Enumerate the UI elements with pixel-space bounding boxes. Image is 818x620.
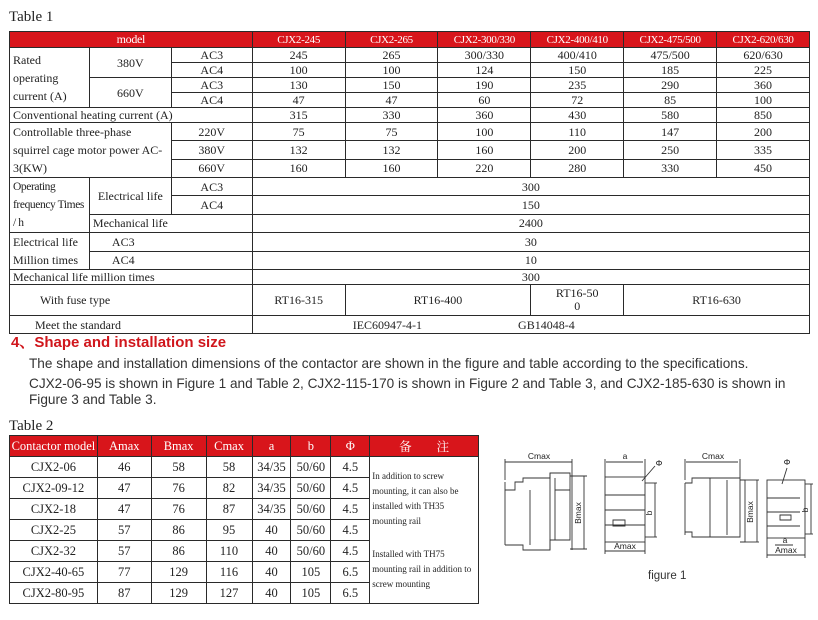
table-row (10, 270, 810, 285)
cell: 6.5 (331, 583, 370, 604)
table-row (10, 48, 810, 63)
cell: 47 (97, 478, 151, 499)
cell: 330 (345, 108, 438, 123)
table-row (10, 214, 810, 232)
figure1-caption: figure 1 (648, 570, 687, 582)
cell: CJX2-32 (10, 541, 98, 562)
cell: 10 (252, 251, 809, 270)
cell: 100 (345, 63, 438, 78)
table-row (10, 123, 810, 141)
cell: 360 (438, 108, 531, 123)
cell: 57 (97, 541, 151, 562)
cell: 100 (438, 123, 531, 141)
cell: 34/35 (252, 457, 291, 478)
header-bmax: Bmax (151, 436, 206, 457)
cell: CJX2-18 (10, 499, 98, 520)
cell: 290 (624, 78, 717, 93)
section-paragraph-1: The shape and installation dimensions of the contactor are shown in the figure and table according to the specifications. (29, 356, 749, 371)
cell: 4.5 (331, 520, 370, 541)
electrical-life-label: Electrical life (89, 178, 171, 215)
category-label: AC3 (171, 178, 252, 196)
table2-caption: Table 2 (9, 418, 54, 434)
table-row (10, 251, 810, 270)
cell: 160 (345, 159, 438, 177)
header-remarks: 备 注 (370, 436, 479, 457)
table1-caption: Table 1 (9, 9, 54, 25)
cell: 315 (252, 108, 345, 123)
rated-current-label: Rated operating current (A) (10, 48, 90, 108)
table1-specifications (9, 31, 810, 334)
label-a-2: a (782, 535, 788, 545)
cell: 110 (206, 541, 252, 562)
cell: 150 (252, 196, 809, 214)
cell: CJX2-06 (10, 457, 98, 478)
cell: 475/500 (624, 48, 717, 63)
label-phi-2: Φ (783, 457, 791, 467)
cell: 57 (97, 520, 151, 541)
cell: 60 (438, 93, 531, 108)
cell: 160 (438, 141, 531, 159)
cell: 4.5 (331, 478, 370, 499)
label-cmax-1: Cmax (527, 451, 551, 461)
cell: 87 (97, 583, 151, 604)
cell: 335 (717, 141, 810, 159)
label-b-2: b (800, 507, 810, 513)
cell: 190 (438, 78, 531, 93)
cell: 47 (345, 93, 438, 108)
cell: 580 (624, 108, 717, 123)
voltage-label: 660V (171, 159, 252, 177)
cell: 50/60 (291, 520, 331, 541)
remarks-cell (370, 457, 479, 604)
cell: 185 (624, 63, 717, 78)
category-label: AC4 (171, 93, 252, 108)
cell: RT16-400 (345, 285, 531, 316)
category-label: AC4 (89, 251, 252, 270)
cell: 620/630 (717, 48, 810, 63)
standards-cell (252, 316, 809, 334)
cell: 200 (717, 123, 810, 141)
label-amax-1: Amax (614, 541, 636, 551)
cell: 360 (717, 78, 810, 93)
cell: 129 (151, 562, 206, 583)
cell: 160 (252, 159, 345, 177)
voltage-label: 220V (171, 123, 252, 141)
cell: 34/35 (252, 478, 291, 499)
remark-th75: Installed with TH75 mounting rail in addition to screw mounting (372, 548, 472, 589)
cell: 100 (252, 63, 345, 78)
cell: 300 (252, 270, 809, 285)
table-row (10, 178, 810, 196)
cell: 300/330 (438, 48, 531, 63)
cell: 50/60 (291, 541, 331, 562)
table-row (10, 108, 810, 123)
section-paragraph-2: CJX2-06-95 is shown in Figure 1 and Table 2, CJX2-115-170 is shown in Figure 2 and Table 3, and CJX2-185-630 is shown in Figure 3 and Table 3. (29, 376, 786, 407)
cell: 2400 (252, 214, 809, 232)
cell: 132 (345, 141, 438, 159)
cell: 76 (151, 499, 206, 520)
cell: 124 (438, 63, 531, 78)
category-label: AC3 (171, 48, 252, 63)
cell: RT16-630 (624, 285, 810, 316)
table2-dimensions (9, 435, 479, 604)
cell: 50/60 (291, 457, 331, 478)
header-phi: Φ (331, 436, 370, 457)
label-cmax-2: Cmax (701, 451, 725, 461)
cell: 850 (717, 108, 810, 123)
cell: 132 (252, 141, 345, 159)
cell: 86 (151, 541, 206, 562)
category-label: AC3 (89, 233, 252, 252)
cell: 100 (717, 93, 810, 108)
cell: 300 (252, 178, 809, 196)
header-model-5: CJX2-475/500 (624, 32, 717, 48)
header-model-6: CJX2-620/630 (717, 32, 810, 48)
header-contactor-model: Contactor model (10, 436, 98, 457)
cell: 40 (252, 541, 291, 562)
cell: 34/35 (252, 499, 291, 520)
front-view-small (605, 459, 657, 554)
cell: 127 (206, 583, 252, 604)
cell: 250 (624, 141, 717, 159)
operating-frequency-label: Operating frequency Times / h (10, 178, 90, 233)
voltage-label: 380V (89, 48, 171, 78)
table2-header-row (10, 436, 479, 457)
header-model-4: CJX2-400/410 (531, 32, 624, 48)
cell: 330 (624, 159, 717, 177)
standard-iec: IEC60947-4-1 (352, 317, 423, 332)
cell: 110 (531, 123, 624, 141)
cell: 58 (206, 457, 252, 478)
motor-power-label: Controllable three-phase squirrel cage motor power AC-3(KW) (10, 123, 172, 178)
header-model: model (10, 32, 253, 48)
cell: 86 (151, 520, 206, 541)
mechanical-life-million-label: Mechanical life million times (10, 270, 253, 285)
category-label: AC4 (171, 196, 252, 214)
standard-gb: GB14048-4 (518, 317, 575, 332)
cell: 6.5 (331, 562, 370, 583)
figure1-drawing (495, 450, 815, 585)
cell: 105 (291, 562, 331, 583)
cell: CJX2-40-65 (10, 562, 98, 583)
cell: 47 (97, 499, 151, 520)
cell: CJX2-80-95 (10, 583, 98, 604)
cell: 220 (438, 159, 531, 177)
heating-current-label: Conventional heating current (A) (10, 108, 253, 123)
cell: 72 (531, 93, 624, 108)
cell: 235 (531, 78, 624, 93)
cell: 265 (345, 48, 438, 63)
label-amax-2: Amax (775, 545, 797, 555)
cell: 40 (252, 583, 291, 604)
label-b-1: b (644, 510, 654, 516)
cell: 130 (252, 78, 345, 93)
cell: 58 (151, 457, 206, 478)
header-model-1: CJX2-245 (252, 32, 345, 48)
cell: CJX2-09-12 (10, 478, 98, 499)
cell: 147 (624, 123, 717, 141)
table-row (10, 285, 810, 316)
cell: RT16-315 (252, 285, 345, 316)
cell: 105 (291, 583, 331, 604)
cell: 30 (252, 233, 809, 252)
cell: 46 (97, 457, 151, 478)
cell: 116 (206, 562, 252, 583)
cell: 47 (252, 93, 345, 108)
voltage-label: 660V (89, 78, 171, 108)
header-cmax: Cmax (206, 436, 252, 457)
standard-label: Meet the standard (10, 316, 253, 334)
remark-th35: In addition to screw mounting, it can also be installed with TH35 mounting rail (372, 470, 459, 526)
cell: 150 (531, 63, 624, 78)
cell: 150 (345, 78, 438, 93)
cell: 76 (151, 478, 206, 499)
cell: 4.5 (331, 457, 370, 478)
cell: 77 (97, 562, 151, 583)
table-row (10, 78, 810, 93)
cell: 280 (531, 159, 624, 177)
header-a: a (252, 436, 291, 457)
cell: CJX2-25 (10, 520, 98, 541)
header-model-3: CJX2-300/330 (438, 32, 531, 48)
category-label: AC4 (171, 63, 252, 78)
cell: 82 (206, 478, 252, 499)
cell: 4.5 (331, 499, 370, 520)
label-a-1: a (622, 451, 628, 461)
cell: 75 (345, 123, 438, 141)
cell: 85 (624, 93, 717, 108)
category-label: AC3 (171, 78, 252, 93)
side-view-large (685, 459, 759, 542)
electrical-life-million-label: Electrical life Million times (10, 233, 90, 270)
header-model-2: CJX2-265 (345, 32, 438, 48)
cell: 40 (252, 520, 291, 541)
label-bmax-1: Bmax (573, 502, 583, 524)
table-row (10, 457, 479, 478)
cell: 245 (252, 48, 345, 63)
table-row (10, 233, 810, 252)
header-amax: Amax (97, 436, 151, 457)
cell: 4.5 (331, 541, 370, 562)
table1-header-row (10, 32, 810, 48)
cell: 87 (206, 499, 252, 520)
cell: 129 (151, 583, 206, 604)
header-b: b (291, 436, 331, 457)
cell: 50/60 (291, 499, 331, 520)
cell: 200 (531, 141, 624, 159)
voltage-label: 380V (171, 141, 252, 159)
cell: RT16-500 (531, 285, 624, 316)
fuse-type-label: With fuse type (10, 285, 253, 316)
cell: 50/60 (291, 478, 331, 499)
label-bmax-2: Bmax (745, 501, 755, 523)
section-title: 4、Shape and installation size (11, 334, 227, 351)
cell: 450 (717, 159, 810, 177)
label-phi-1: Φ (655, 458, 663, 468)
cell: 40 (252, 562, 291, 583)
cell: 75 (252, 123, 345, 141)
mechanical-life-label: Mechanical life (89, 214, 252, 232)
cell: 95 (206, 520, 252, 541)
cell: 430 (531, 108, 624, 123)
cell: 225 (717, 63, 810, 78)
cell: 400/410 (531, 48, 624, 63)
